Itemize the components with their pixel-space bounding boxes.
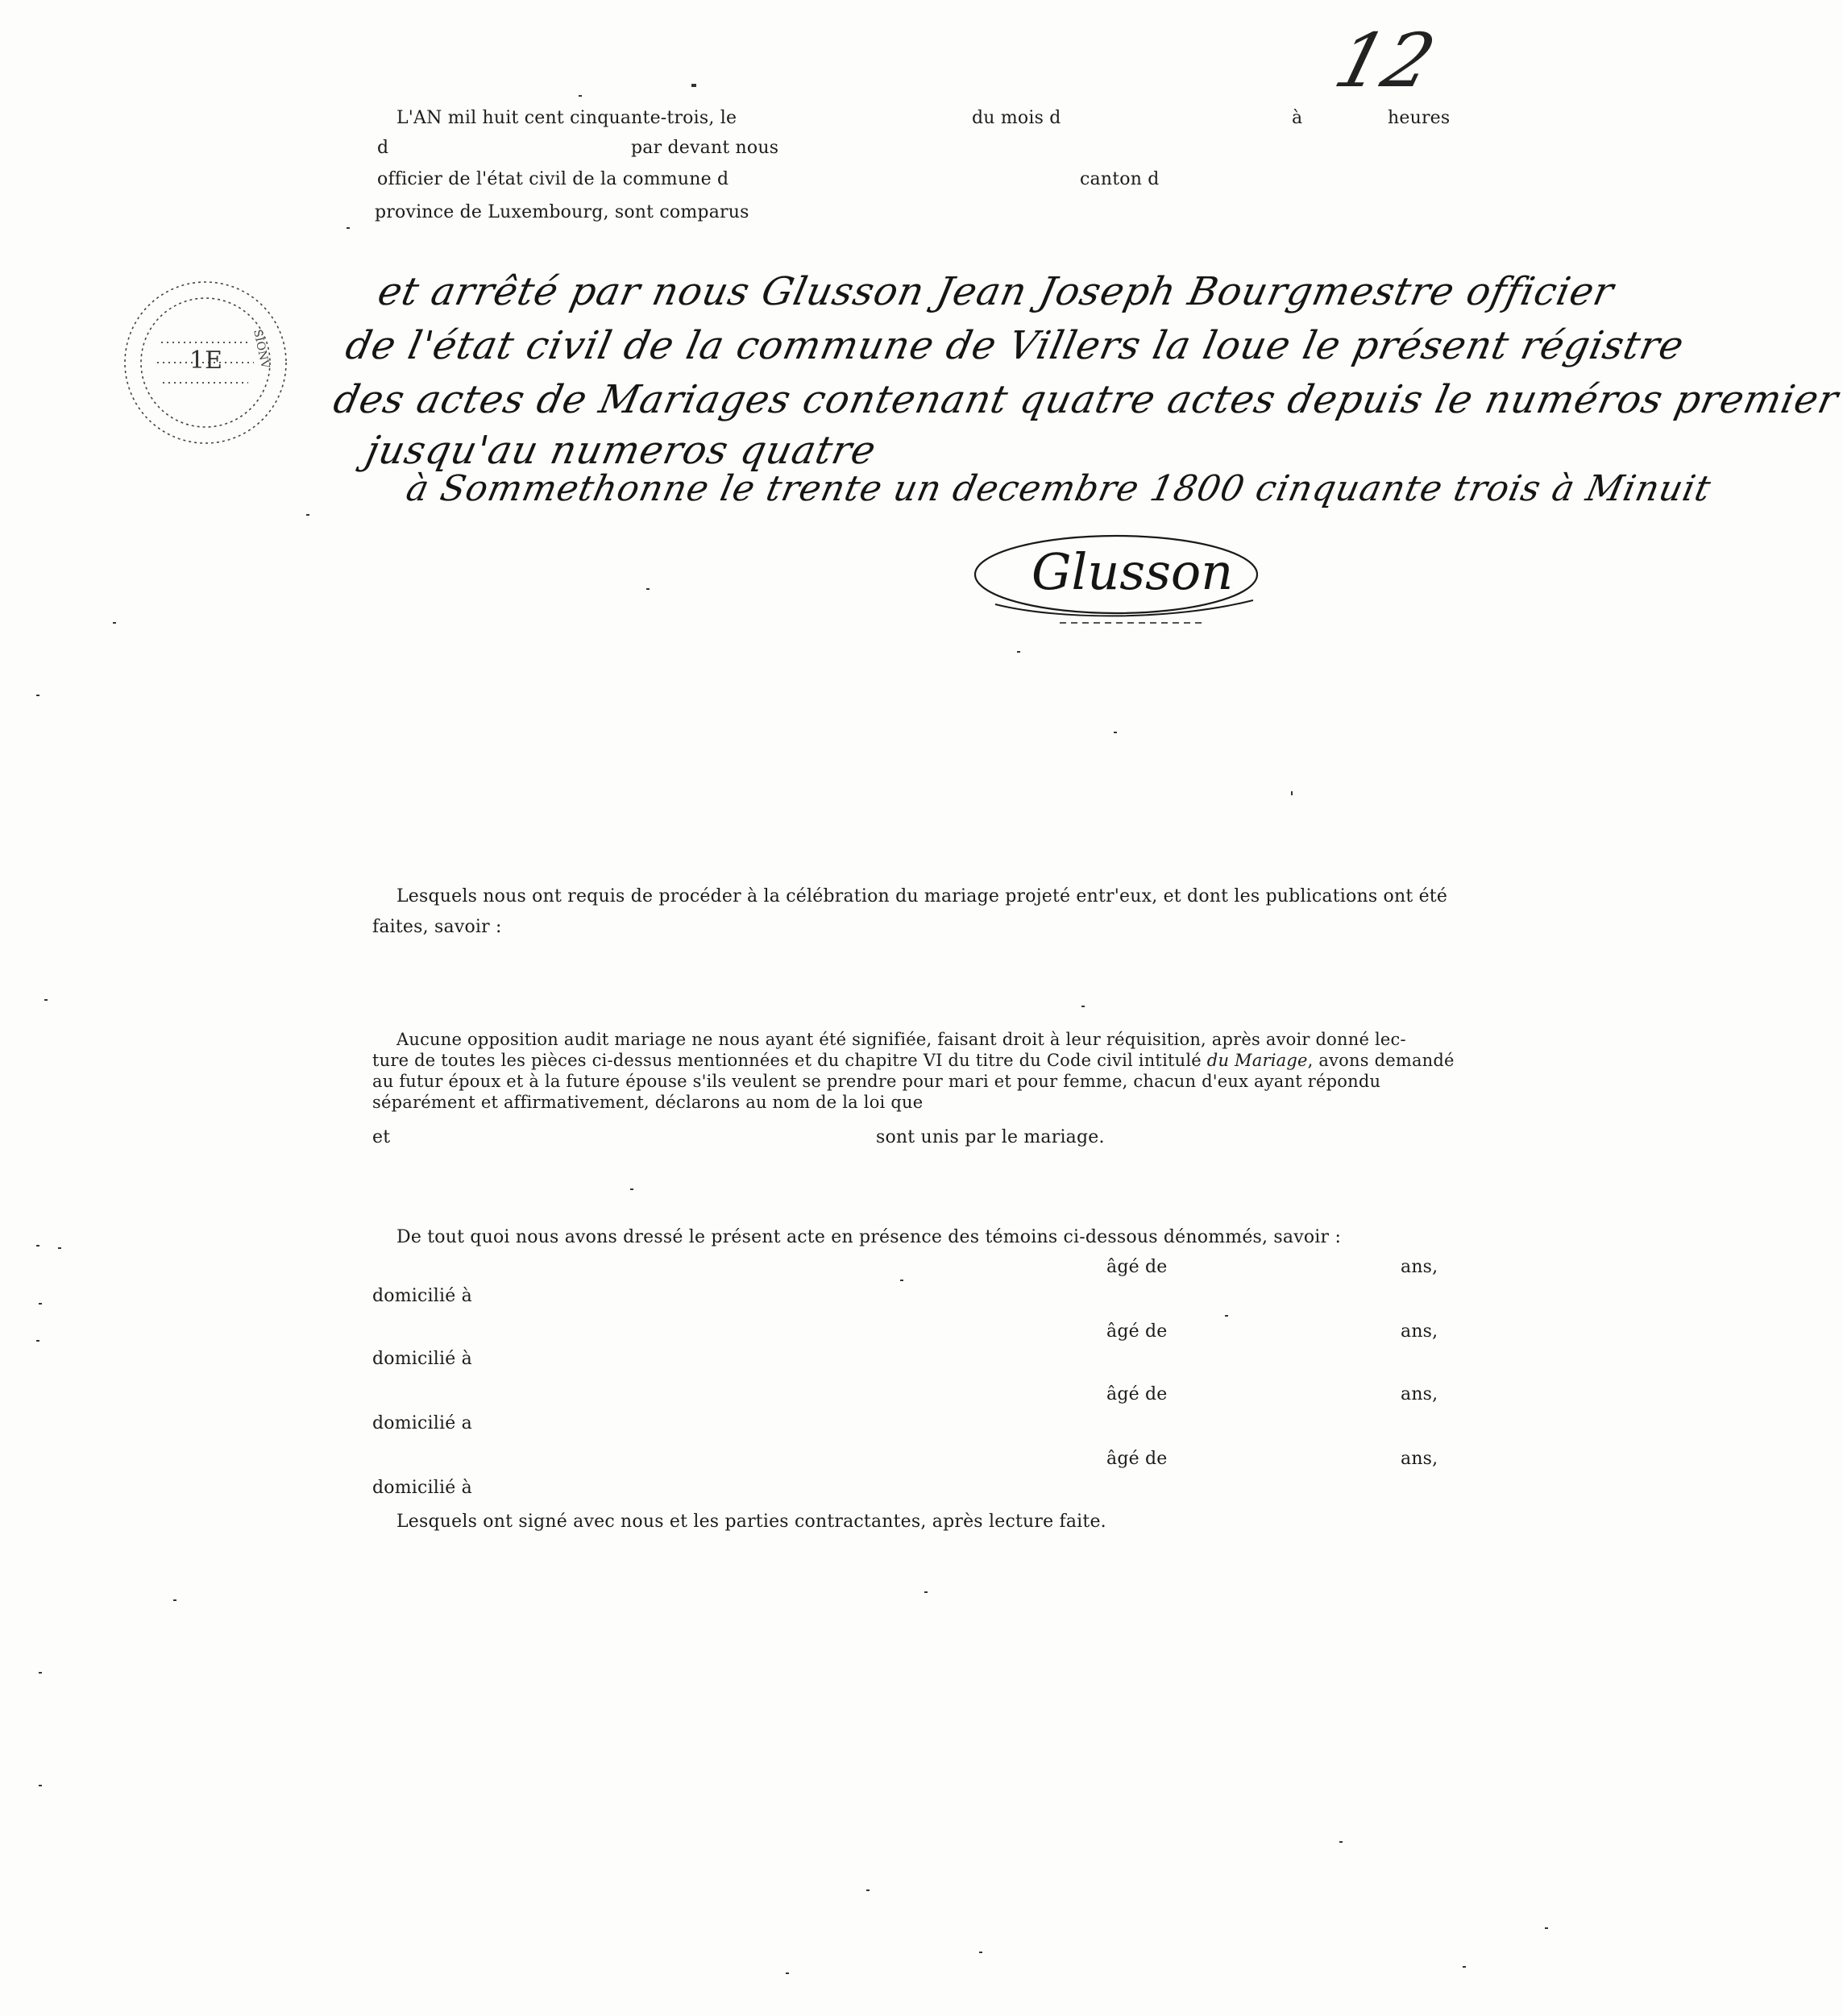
official-seal-stamp [113, 270, 298, 455]
dust-speck [691, 84, 696, 87]
seal-ring-text: SIONV [251, 328, 272, 370]
header-line1-part4: heures [1388, 108, 1451, 128]
opposition-code-title: du Mariage [1206, 1051, 1308, 1070]
request-line-2: faites, savoir : [372, 917, 502, 937]
dust-speck [36, 1245, 39, 1247]
seal-center-text: 1E [189, 346, 222, 375]
opposition-line-2c: , avons demandé [1307, 1051, 1455, 1070]
header-line3-part1: officier de l'état civil de la commune d [377, 169, 729, 189]
header-line3-part2: canton d [1080, 169, 1160, 189]
dust-speck [113, 622, 116, 624]
witness-2-years-label: ans, [1401, 1321, 1438, 1342]
dust-speck [646, 588, 650, 590]
witness-2-age-label: âgé de [1106, 1321, 1168, 1342]
dust-speck [347, 227, 350, 229]
handwritten-line-2: de l'état civil de la commune de Villers la loue le présent régistre [342, 323, 1688, 368]
witness-1-years-label: ans, [1401, 1257, 1438, 1277]
dust-speck [58, 1247, 61, 1249]
dust-speck [900, 1280, 903, 1281]
dust-speck [306, 514, 309, 516]
folio-number: 12 [1326, 18, 1444, 104]
opposition-line-1: Aucune opposition audit mariage ne nous ayant été signifiée, faisant droit à leur réquisition, après avoir donné lec- [396, 1030, 1406, 1049]
header-line1-part1: L'AN mil huit cent cinquante-trois, le [396, 108, 737, 128]
dust-speck [579, 95, 582, 97]
header-line1-part3: à [1292, 108, 1303, 128]
dust-speck [1291, 791, 1293, 795]
witness-3-domicile: domicilié a [372, 1413, 472, 1433]
opposition-line-2a: ture de toutes les pièces ci-dessus mentionnées et du chapitre VI du titre du Code civil intitulé [372, 1051, 1202, 1070]
mayor-signature [963, 512, 1277, 641]
witness-3-age-label: âgé de [1106, 1384, 1168, 1404]
dust-speck [1017, 651, 1020, 653]
opposition-line-3: au futur époux et à la future épouse s'ils veulent se prendre pour mari et pour femme, chacun d'eux ayant répondu [372, 1072, 1381, 1091]
dust-speck [1225, 1315, 1228, 1317]
header-line4: province de Luxembourg, sont comparus [375, 202, 749, 222]
witness-3-years-label: ans, [1401, 1384, 1438, 1404]
signature-text: Glusson [1031, 542, 1234, 601]
dust-speck [36, 695, 39, 696]
handwritten-line-4: jusqu'au numeros quatre [362, 428, 881, 473]
opposition-line-5b: sont unis par le mariage. [876, 1127, 1105, 1147]
dust-speck [924, 1591, 928, 1593]
opposition-line-4: séparément et affirmativement, déclarons au nom de la loi que [372, 1093, 924, 1112]
dust-speck [979, 1952, 982, 1953]
handwritten-line-5: à Sommethonne le trente un decembre 1800 cinquante trois à Minuit [402, 468, 1715, 509]
handwritten-line-1: et arrêté par nous Glusson Jean Joseph Bourgmestre officier [374, 269, 1618, 314]
dust-speck [39, 1672, 42, 1674]
dust-speck [39, 1785, 42, 1786]
dust-speck [1081, 1006, 1085, 1007]
dust-speck [786, 1972, 789, 1974]
closing-statement: Lesquels ont signé avec nous et les parties contractantes, après lecture faite. [396, 1512, 1106, 1532]
dust-speck [36, 1340, 39, 1342]
dust-speck [39, 1303, 42, 1305]
witness-1-age-label: âgé de [1106, 1257, 1168, 1277]
header-line2-part2: par devant nous [631, 138, 779, 158]
dust-speck [173, 1599, 176, 1601]
request-line-1: Lesquels nous ont requis de procéder à la célébration du mariage projeté entr'eux, et dont les publications ont été [396, 886, 1448, 906]
dust-speck [1463, 1966, 1466, 1968]
handwritten-line-3: des actes de Mariages contenant quatre actes depuis le numéros premier [330, 377, 1843, 422]
dust-speck [44, 999, 48, 1001]
witnesses-intro: De tout quoi nous avons dressé le présent acte en présence des témoins ci-dessous dénommés, savoir : [396, 1227, 1342, 1247]
witness-2-domicile: domicilié à [372, 1349, 472, 1369]
opposition-line-2 [372, 1052, 1455, 1069]
dust-speck [1339, 1841, 1343, 1843]
dust-speck [1114, 732, 1117, 733]
header-line2-part1: d [377, 138, 389, 158]
dust-speck [630, 1188, 633, 1190]
witness-4-age-label: âgé de [1106, 1449, 1168, 1469]
dust-speck [866, 1889, 870, 1891]
witness-4-years-label: ans, [1401, 1449, 1438, 1469]
opposition-line-5a: et [372, 1127, 391, 1147]
witness-1-domicile: domicilié à [372, 1286, 472, 1306]
dust-speck [1545, 1927, 1548, 1929]
witness-4-domicile: domicilié à [372, 1478, 472, 1498]
header-line1-part2: du mois d [972, 108, 1061, 128]
